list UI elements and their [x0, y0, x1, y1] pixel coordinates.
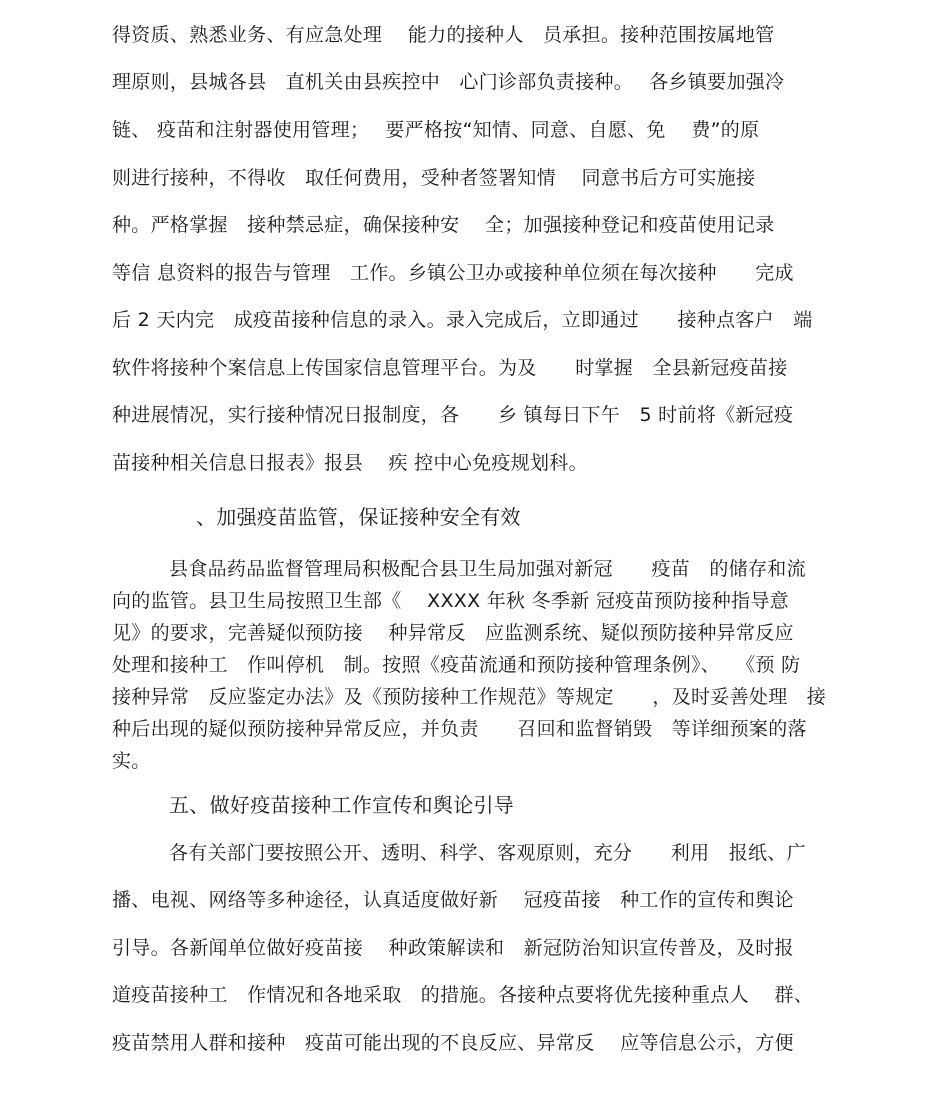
paragraph-line: 实。 — [112, 750, 151, 772]
paragraph-line: 种进展情况，实行接种情况日报制度，各 乡 镇每日下午 5 时前将《新冠疫 — [112, 404, 794, 426]
paragraph-line: 后 2 天内完 成疫苗接种信息的录入。录入完成后，立即通过 接种点客户 端 — [112, 309, 813, 331]
paragraph-line: 处理和接种工 作叫停机 制。按照《疫苗流通和预防接种管理条例》、 《预 防 — [112, 654, 801, 676]
paragraph-line: 链、 疫苗和注射器使用管理； 要严格按“知情、同意、自愿、免 费”的原 — [112, 119, 760, 141]
paragraph-line: 苗接种相关信息日报表》报县 疾 控中心免疫规划科。 — [112, 452, 588, 474]
paragraph-line: 种。严格掌握 接种禁忌症，确保接种安 全；加强接种登记和疫苗使用记录 — [112, 214, 775, 236]
paragraph-line: 得资质、熟悉业务、有应急处理 能力的接种人 员承担。接种范围按属地管 — [112, 24, 775, 46]
section-heading: 、加强疫苗监管，保证接种安全有效 — [196, 505, 521, 529]
paragraph-line: 道疫苗接种工 作情况和各地采取 的措施。各接种点要将优先接种重点人 群、 — [112, 984, 814, 1006]
paragraph-line: 理原则，县城各县 直机关由县疾控中 心门诊部负责接种。 各乡镇要加强冷 — [112, 71, 785, 93]
section-heading: 五、做好疫苗接种工作宣传和舆论引导 — [169, 793, 515, 817]
paragraph-line: 种后出现的疑似预防接种异常反应，并负责 召回和监督销毁 等详细预案的落 — [112, 718, 807, 740]
paragraph-line: 则进行接种，不得收 取任何费用，受种者签署知情 同意书后方可实施接 — [112, 167, 756, 189]
paragraph-line: 等信 息资料的报告与管理 工作。乡镇公卫办或接种单位须在每次接种 完成 — [112, 262, 794, 284]
paragraph-line: 软件将接种个案信息上传国家信息管理平台。为及 时掌握 全县新冠疫苗接 — [112, 357, 788, 379]
paragraph-line: 播、电视、网络等多种途径，认真适度做好新 冠疫苗接 种工作的宣传和舆论 — [112, 889, 794, 911]
paragraph-line: 见》的要求，完善疑似预防接 种异常反 应监测系统、疑似预防接种异常反应 — [112, 622, 794, 644]
paragraph-line: 县食品药品监督管理局积极配合县卫生局加强对新冠 疫苗 的储存和流 — [169, 558, 806, 580]
paragraph-line: 向的监管。县卫生局按照卫生部《 XXXX 年秋 冬季新 冠疫苗预防接种指导意 — [112, 590, 789, 612]
paragraph-line: 各有关部门要按照公开、透明、科学、客观原则，充分 利用 报纸、广 — [169, 842, 806, 864]
paragraph-line: 疫苗禁用人群和接种 疫苗可能出现的不良反应、异常反 应等信息公示，方便 — [112, 1032, 794, 1054]
paragraph-line: 接种异常 反应鉴定办法》及《预防接种工作规范》等规定 ，及时妥善处理 接 — [112, 686, 827, 708]
paragraph-line: 引导。各新闻单位做好疫苗接 种政策解读和 新冠防治知识宣传普及，及时报 — [112, 937, 794, 959]
